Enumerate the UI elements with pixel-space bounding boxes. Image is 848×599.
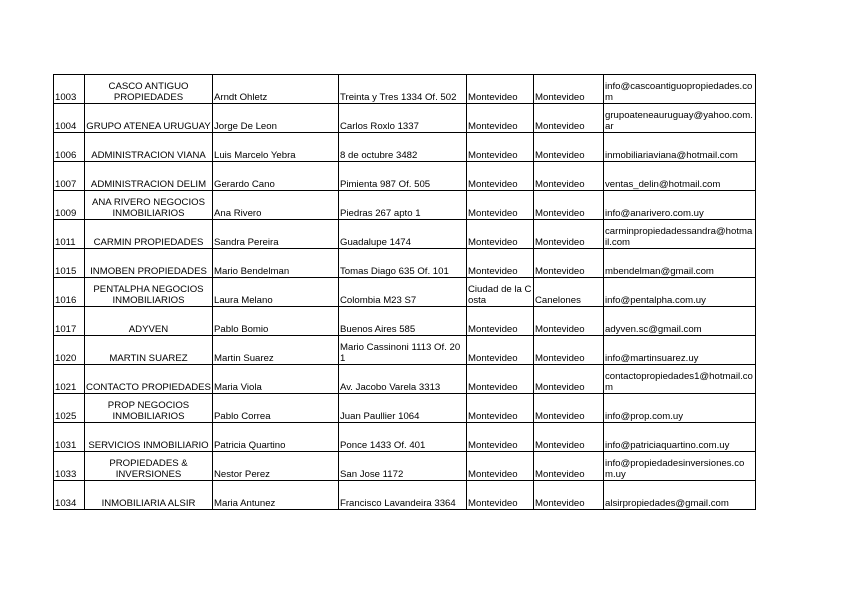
department-cell: Montevideo (534, 423, 604, 452)
address-cell: Tomas Diago 635 Of. 101 (339, 249, 467, 278)
city-cell: Montevideo (467, 307, 534, 336)
agency-id-cell: 1034 (54, 481, 85, 510)
agency-id-cell: 1033 (54, 452, 85, 481)
agency-id-cell: 1006 (54, 133, 85, 162)
table-row (54, 307, 756, 336)
address-cell: Carlos Roxlo 1337 (339, 104, 467, 133)
agency-id-cell: 1009 (54, 191, 85, 220)
city-cell: Ciudad de la Costa (467, 278, 534, 307)
agency-name-cell: ADMINISTRACION DELIM (85, 162, 213, 191)
department-cell: Montevideo (534, 75, 604, 104)
department-cell: Montevideo (534, 336, 604, 365)
address-cell: Treinta y Tres 1334 Of. 502 (339, 75, 467, 104)
agency-id-cell: 1011 (54, 220, 85, 249)
agency-name-cell: ADMINISTRACION VIANA (85, 133, 213, 162)
agency-id-cell: 1031 (54, 423, 85, 452)
agency-name-cell: CASCO ANTIGUO PROPIEDADES (85, 75, 213, 104)
contact-person-cell: Laura Melano (213, 278, 339, 307)
department-cell: Montevideo (534, 365, 604, 394)
city-cell: Montevideo (467, 249, 534, 278)
agency-name-cell: MARTIN SUAREZ (85, 336, 213, 365)
email-cell: mbendelman@gmail.com (604, 249, 756, 278)
address-cell: 8 de octubre 3482 (339, 133, 467, 162)
agency-id-cell: 1021 (54, 365, 85, 394)
email-cell: grupoateneauruguay@yahoo.com.ar (604, 104, 756, 133)
contact-person-cell: Mario Bendelman (213, 249, 339, 278)
agency-id-cell: 1004 (54, 104, 85, 133)
email-cell: ventas_delin@hotmail.com (604, 162, 756, 191)
table-row (54, 104, 756, 133)
table-row (54, 452, 756, 481)
email-cell: adyven.sc@gmail.com (604, 307, 756, 336)
contact-person-cell: Patricia Quartino (213, 423, 339, 452)
department-cell: Montevideo (534, 104, 604, 133)
agency-id-cell: 1025 (54, 394, 85, 423)
table-row (54, 162, 756, 191)
address-cell: Piedras 267 apto 1 (339, 191, 467, 220)
department-cell: Montevideo (534, 162, 604, 191)
agency-name-cell: GRUPO ATENEA URUGUAY (85, 104, 213, 133)
department-cell: Montevideo (534, 307, 604, 336)
address-cell: Francisco Lavandeira 3364 (339, 481, 467, 510)
city-cell: Montevideo (467, 394, 534, 423)
table-row (54, 249, 756, 278)
department-cell: Montevideo (534, 220, 604, 249)
email-cell: info@pentalpha.com.uy (604, 278, 756, 307)
contact-person-cell: Arndt Ohletz (213, 75, 339, 104)
email-cell: info@prop.com.uy (604, 394, 756, 423)
agency-name-cell: PENTALPHA NEGOCIOS INMOBILIARIOS (85, 278, 213, 307)
table-row (54, 75, 756, 104)
city-cell: Montevideo (467, 220, 534, 249)
department-cell: Montevideo (534, 133, 604, 162)
real-estate-agencies-table (53, 74, 756, 510)
email-cell: contactopropiedades1@hotmail.com (604, 365, 756, 394)
address-cell: San Jose 1172 (339, 452, 467, 481)
email-cell: info@propiedadesinversiones.com.uy (604, 452, 756, 481)
email-cell: info@cascoantiguopropiedades.com (604, 75, 756, 104)
address-cell: Pimienta 987 Of. 505 (339, 162, 467, 191)
agency-id-cell: 1003 (54, 75, 85, 104)
table-row (54, 191, 756, 220)
agency-id-cell: 1016 (54, 278, 85, 307)
city-cell: Montevideo (467, 365, 534, 394)
address-cell: Mario Cassinoni 1113 Of. 201 (339, 336, 467, 365)
city-cell: Montevideo (467, 423, 534, 452)
department-cell: Montevideo (534, 191, 604, 220)
agency-id-cell: 1017 (54, 307, 85, 336)
department-cell: Montevideo (534, 481, 604, 510)
email-cell: info@anarivero.com.uy (604, 191, 756, 220)
table-row (54, 365, 756, 394)
contact-person-cell: Jorge De Leon (213, 104, 339, 133)
agency-id-cell: 1007 (54, 162, 85, 191)
agency-name-cell: INMOBILIARIA ALSIR (85, 481, 213, 510)
city-cell: Montevideo (467, 133, 534, 162)
address-cell: Av. Jacobo Varela 3313 (339, 365, 467, 394)
table-row (54, 481, 756, 510)
city-cell: Montevideo (467, 452, 534, 481)
contact-person-cell: Ana Rivero (213, 191, 339, 220)
city-cell: Montevideo (467, 191, 534, 220)
contact-person-cell: Nestor Perez (213, 452, 339, 481)
address-cell: Juan Paullier 1064 (339, 394, 467, 423)
agency-name-cell: CONTACTO PROPIEDADES (85, 365, 213, 394)
agency-name-cell: ANA RIVERO NEGOCIOS INMOBILIARIOS (85, 191, 213, 220)
agency-name-cell: CARMIN PROPIEDADES (85, 220, 213, 249)
department-cell: Montevideo (534, 249, 604, 278)
department-cell: Montevideo (534, 452, 604, 481)
email-cell: carminpropiedadessandra@hotmail.com (604, 220, 756, 249)
agency-id-cell: 1020 (54, 336, 85, 365)
agency-name-cell: ADYVEN (85, 307, 213, 336)
city-cell: Montevideo (467, 336, 534, 365)
department-cell: Canelones (534, 278, 604, 307)
contact-person-cell: Pablo Correa (213, 394, 339, 423)
city-cell: Montevideo (467, 481, 534, 510)
city-cell: Montevideo (467, 75, 534, 104)
agency-name-cell: SERVICIOS INMOBILIARIO (85, 423, 213, 452)
contact-person-cell: Gerardo Cano (213, 162, 339, 191)
contact-person-cell: Martin Suarez (213, 336, 339, 365)
agency-name-cell: PROP NEGOCIOS INMOBILIARIOS (85, 394, 213, 423)
email-cell: alsirpropiedades@gmail.com (604, 481, 756, 510)
agency-name-cell: PROPIEDADES & INVERSIONES (85, 452, 213, 481)
table-row (54, 423, 756, 452)
address-cell: Buenos Aires 585 (339, 307, 467, 336)
contact-person-cell: Sandra Pereira (213, 220, 339, 249)
contact-person-cell: Luis Marcelo Yebra (213, 133, 339, 162)
address-cell: Ponce 1433 Of. 401 (339, 423, 467, 452)
contact-person-cell: Maria Antunez (213, 481, 339, 510)
table-row (54, 133, 756, 162)
table-row (54, 394, 756, 423)
department-cell: Montevideo (534, 394, 604, 423)
agency-id-cell: 1015 (54, 249, 85, 278)
contact-person-cell: Pablo Bomio (213, 307, 339, 336)
contact-person-cell: Maria Viola (213, 365, 339, 394)
agency-name-cell: INMOBEN PROPIEDADES (85, 249, 213, 278)
city-cell: Montevideo (467, 162, 534, 191)
city-cell: Montevideo (467, 104, 534, 133)
table-row (54, 278, 756, 307)
email-cell: inmobiliariaviana@hotmail.com (604, 133, 756, 162)
email-cell: info@martinsuarez.uy (604, 336, 756, 365)
address-cell: Colombia M23 S7 (339, 278, 467, 307)
table-row (54, 336, 756, 365)
table-row (54, 220, 756, 249)
address-cell: Guadalupe 1474 (339, 220, 467, 249)
email-cell: info@patriciaquartino.com.uy (604, 423, 756, 452)
